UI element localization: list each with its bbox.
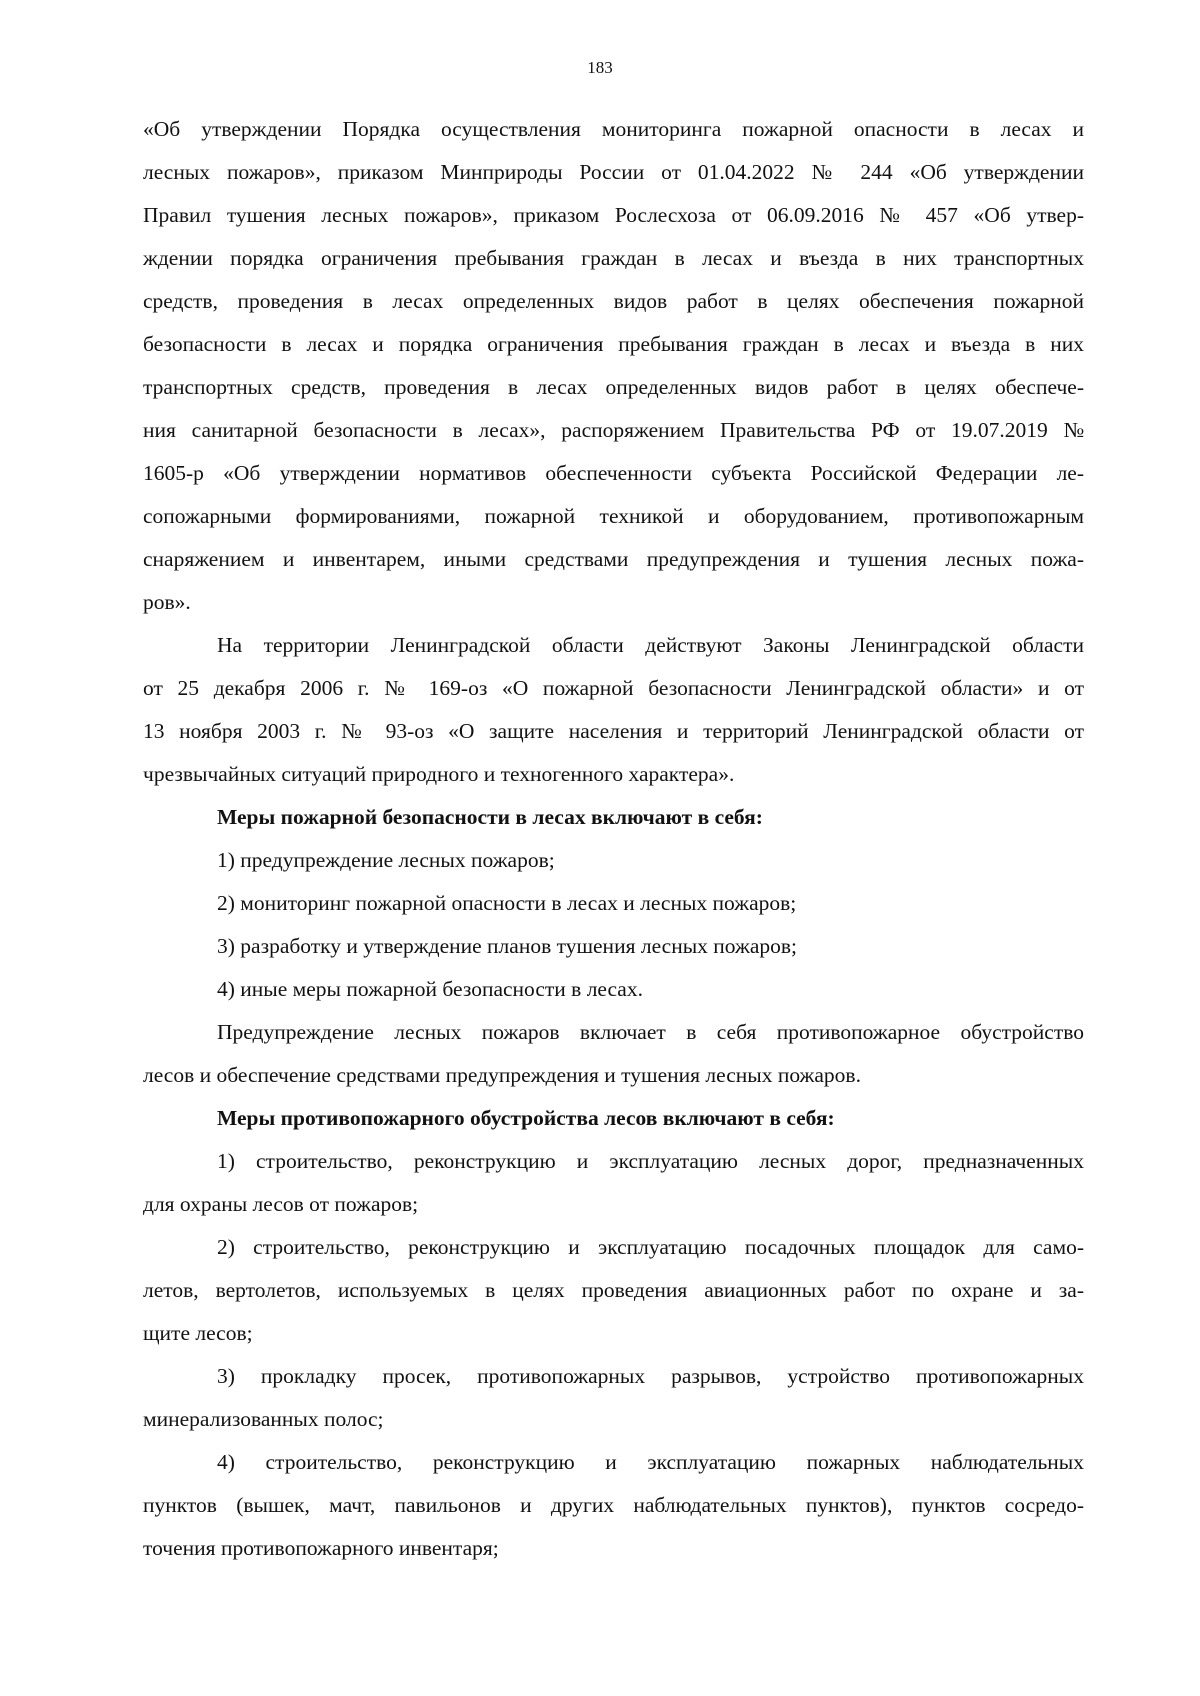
body-text [143,108,1084,1570]
text-line: для охраны лесов от пожаров; [143,1192,419,1216]
text-line: 1) предупреждение лесных пожаров; [217,848,555,872]
text-line: пунктов (вышек, мачт, павильонов и других наблюдательных пунктов), пунктов сосредо- [143,1493,1084,1517]
text-line: 2) мониторинг пожарной опасности в лесах и лесных пожаров; [217,891,797,915]
text-line: транспортных средств, проведения в лесах определенных видов работ в целях обеспече- [143,375,1084,399]
text-line: ждении порядка ограничения пребывания граждан в лесах и въезда в них транспортных [143,246,1084,270]
text-line: летов, вертолетов, используемых в целях проведения авиационных работ по охране и за- [143,1278,1084,1302]
text-line: 4) строительство, реконструкцию и эксплуатацию пожарных наблюдательных [217,1450,1084,1474]
text-line: 2) строительство, реконструкцию и эксплуатацию посадочных площадок для само- [217,1235,1084,1259]
section-heading-line: Меры противопожарного обустройства лесов включают в себя: [217,1106,835,1130]
text-line: «Об утверждении Порядка осуществления мониторинга пожарной опасности в лесах и [143,117,1084,141]
text-line: чрезвычайных ситуаций природного и техногенного характера». [143,762,735,786]
text-line: сопожарными формированиями, пожарной техникой и оборудованием, противопожарным [143,504,1084,528]
text-line: На территории Ленинградской области действуют Законы Ленинградской области [217,633,1084,657]
text-line: щите лесов; [143,1321,253,1345]
text-line: лесных пожаров», приказом Минприроды России от 01.04.2022 № 244 «Об утверждении [143,160,1084,184]
text-line: 13 ноября 2003 г. № 93-оз «О защите населения и территорий Ленинградской области от [143,719,1084,743]
text-line: средств, проведения в лесах определенных видов работ в целях обеспечения пожарной [143,289,1084,313]
text-line: 4) иные меры пожарной безопасности в лесах. [217,977,643,1001]
text-line: 1605-р «Об утверждении нормативов обеспеченности субъекта Российской Федерации ле- [143,461,1084,485]
section-heading-line: Меры пожарной безопасности в лесах включают в себя: [217,805,763,829]
page-number: 183 [587,58,613,77]
text-line: от 25 декабря 2006 г. № 169-оз «О пожарной безопасности Ленинградской области» и от [143,676,1084,700]
text-line: 1) строительство, реконструкцию и эксплуатацию лесных дорог, предназначенных [217,1149,1084,1173]
text-line: Предупреждение лесных пожаров включает в себя противопожарное обустройство [217,1020,1084,1044]
text-line: ров». [143,590,191,614]
text-line: ния санитарной безопасности в лесах», распоряжением Правительства РФ от 19.07.2019 № [143,418,1084,442]
text-line: снаряжением и инвентарем, иными средствами предупреждения и тушения лесных пожа- [143,547,1084,571]
text-line: 3) разработку и утверждение планов тушения лесных пожаров; [217,934,798,958]
text-line: точения противопожарного инвентаря; [143,1536,499,1560]
text-line: лесов и обеспечение средствами предупреждения и тушения лесных пожаров. [143,1063,861,1087]
text-line: 3) прокладку просек, противопожарных разрывов, устройство противопожарных [217,1364,1084,1388]
text-line: минерализованных полос; [143,1407,384,1431]
text-line: Правил тушения лесных пожаров», приказом Рослесхоза от 06.09.2016 № 457 «Об утвер- [143,203,1084,227]
text-line: безопасности в лесах и порядка ограничения пребывания граждан в лесах и въезда в них [143,332,1084,356]
